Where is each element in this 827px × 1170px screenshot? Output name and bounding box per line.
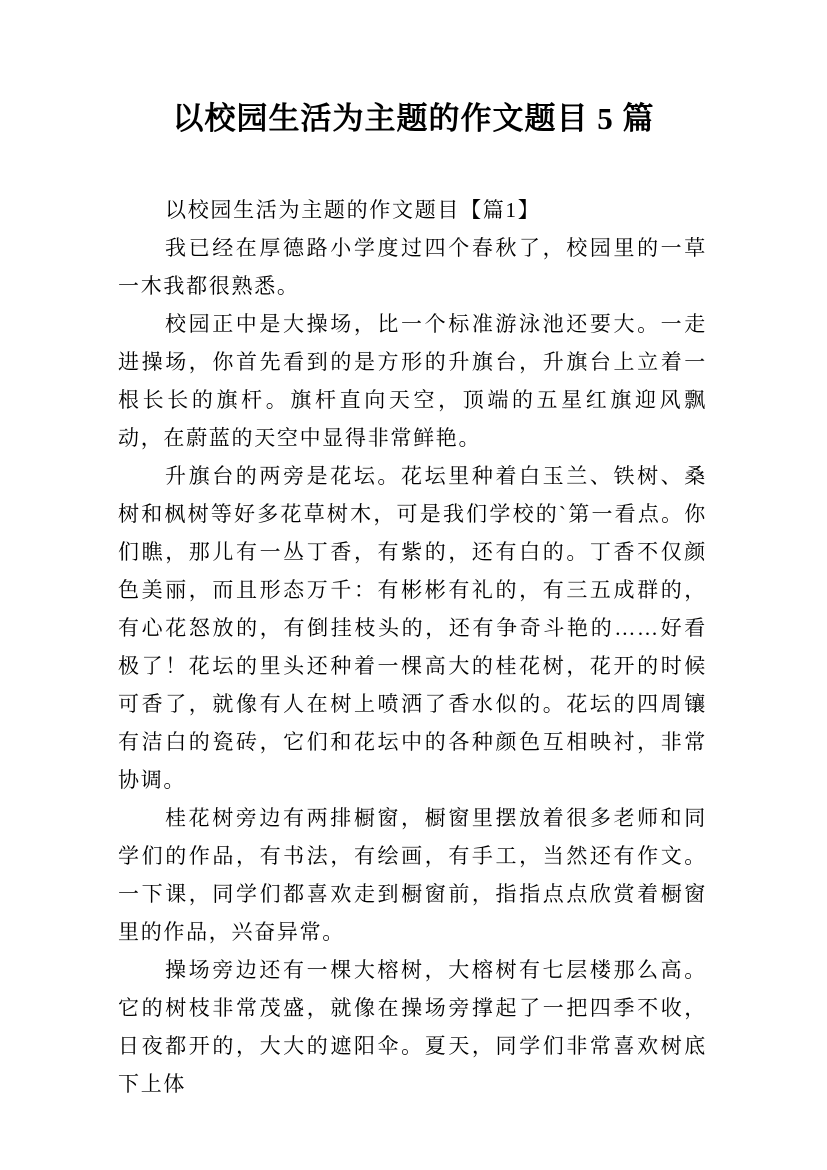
paragraph: 我已经在厚德路小学度过四个春秋了，校园里的一草一木我都很熟悉。 [118, 236, 707, 298]
paragraph: 升旗台的两旁是花坛。花坛里种着白玉兰、铁树、桑树和枫树等好多花草树木，可是我们学校的`第一看点。你们瞧，那儿有一丛丁香，有紫的，还有白的。丁香不仅颜色美丽，而且形态万千：有彬彬有礼的，有三五成群的，有心花怒放的，有倒挂枝头的，还有争奇斗艳的……好看极了！花坛的里头还种着一棵高大的桂花树，花开的时候可香了，就像有人在树上喷洒了香水似的。花坛的四周镶有洁白的瓷砖，它们和花坛中的各种颜色互相映衬，非常协调。 [118, 464, 707, 792]
document-title: 以校园生活为主题的作文题目 5 篇 [172, 101, 655, 136]
paragraph: 桂花树旁边有两排橱窗，橱窗里摆放着很多老师和同学们的作品，有书法，有绘画，有手工，当然还有作文。一下课，同学们都喜欢走到橱窗前，指指点点欣赏着橱窗里的作品，兴奋异常。 [118, 806, 707, 944]
document-body [118, 191, 707, 1103]
paragraph: 操场旁边还有一棵大榕树，大榕树有七层楼那么高。它的树枝非常茂盛，就像在操场旁撑起了一把四季不收，日夜都开的，大大的遮阳伞。夏天，同学们非常喜欢树底下上体 [118, 958, 707, 1096]
paragraph: 以校园生活为主题的作文题目【篇1】 [165, 198, 541, 222]
paragraph: 校园正中是大操场，比一个标准游泳池还要大。一走进操场，你首先看到的是方形的升旗台，升旗台上立着一根长长的旗杆。旗杆直向天空，顶端的五星红旗迎风飘动，在蔚蓝的天空中显得非常鲜艳。 [118, 312, 707, 450]
